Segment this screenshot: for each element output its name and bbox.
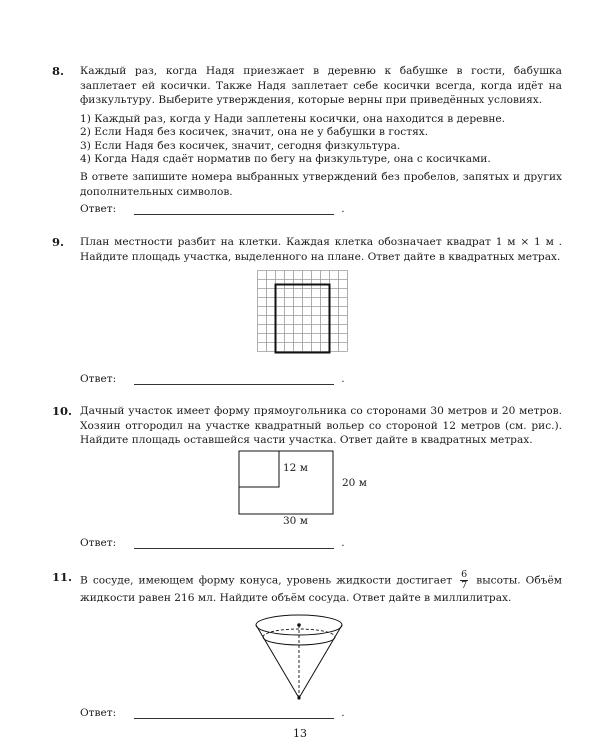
cone-figure [245,606,355,702]
task-text-before: В сосуде, имеющем форму конуса, уровень жидкости достигает [80,574,453,587]
answer-field[interactable] [134,204,334,215]
answer-row-9 [80,373,345,385]
answer-field[interactable] [134,538,334,549]
answer-end: . [341,537,345,549]
answer-row-11 [80,707,345,719]
plot-figure [238,450,388,530]
label-square-side: 12 м [283,462,308,474]
answer-label: Ответ: [80,537,117,549]
label-height: 20 м [342,477,367,489]
options-list [80,113,562,167]
answer-field[interactable] [134,374,334,385]
task-text-after: высоты. Объём жидкости равен 216 мл. Найдите объём сосуда. Ответ дайте в миллилитрах. [80,574,562,604]
fraction [460,570,468,591]
answer-label: Ответ: [80,203,117,215]
task-text: Дачный участок имеет форму прямоугольника со сторонами 30 метров и 20 метров. Хозяин отгородил на участке квадратный вольер со стороной 12 метров (см. рис.). Найдите площадь оставшейся части участка. Ответ дайте в квадратных метрах. [80,405,562,447]
grid-plan-figure [255,268,365,366]
task-text: Каждый раз, когда Надя приезжает в деревню к бабушке в гости, бабушка заплетает ей косички. Также Надя заплетает себе косички всегда, когда идёт на физкультуру. Выберите утверждения, которые верны при приведённых условиях. [80,65,562,107]
task-number: 8. [52,64,65,78]
task-11 [52,570,562,606]
answer-field[interactable] [134,708,334,719]
option-item: 2) Если Надя без косичек, значит, она не у бабушки в гостях. [80,126,429,139]
option-item: 4) Когда Надя сдаёт норматив по бегу на физкультуре, она с косичками. [80,153,491,165]
task-text-line [80,570,562,606]
task-number: 11. [52,570,73,584]
answer-end: . [341,707,345,719]
option-item: 1) Каждый раз, когда у Нади заплетены косички, она находится в деревне. [80,112,506,125]
answer-row-10 [80,537,345,549]
option-item: 3) Если Надя без косичек, значит, сегодня физкультура. [80,139,401,152]
fraction-numerator: 6 [461,569,468,580]
page-number: 13 [293,727,307,740]
answer-end: . [341,373,345,385]
answer-row-8 [80,203,345,215]
task-9 [52,235,562,264]
task-text: План местности разбит на клетки. Каждая клетка обозначает квадрат 1 м × 1 м . Найдите площадь участка, выделенного на плане. Ответ дайте в квадратных метрах. [80,236,562,263]
answer-end: . [341,203,345,215]
task-number: 9. [52,235,65,249]
answer-label: Ответ: [80,373,117,385]
label-width: 30 м [283,515,308,527]
fraction-denominator: 7 [461,580,468,591]
answer-label: Ответ: [80,707,117,719]
task-instruction: В ответе запишите номера выбранных утверждений без пробелов, запятых и других дополнительных символов. [80,171,562,198]
task-8 [52,64,562,200]
task-10 [52,404,562,448]
task-number: 10. [52,404,73,418]
